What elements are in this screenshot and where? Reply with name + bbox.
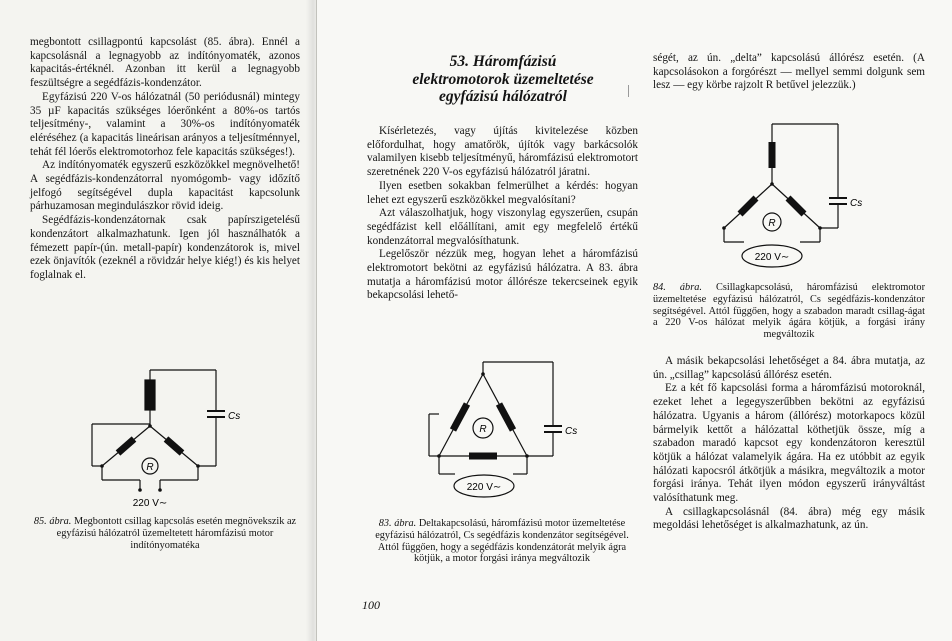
circuit-diagram-84 [710, 118, 875, 278]
caption-text: Megbontott csillag kapcsolás esetén megnövekszik az egyfázisú hálózatról üzemeltetett háromfázisú motor indítónyomatéka [56, 516, 297, 551]
paragraph: Legelőször nézzük meg, hogyan lehet a háromfázisú elektromotort bekötni az egyfázisú hálózatra. A 83. ábra mutatja a háromfázisú motor állórésze tekercseinek egyik bekapcsolási lehető- [367, 248, 638, 302]
paragraph: Ez a két fő kapcsolási forma a háromfázisú motoroknál, ezeket lehet a legegyszerűbben bekötni az egyfázisú hálózatra. Ugyanis a három (állórész) motorkapocs közül bármelyik kettőt a hálózattal köthetjük össze, míg a szabadon maradó kapcsot egy kondenzátoron keresztül kötjük a hálózat valamelyik ágára. Ha ez utóbbit az egyik hálózati kapocsról átkötjük a másikra, megváltozik a motor forgási iránya. Tehát ilyen módon egyszerű irányváltást valósíthatunk meg. [653, 382, 925, 505]
paragraph: A másik bekapcsolási lehetőséget a 84. ábra mutatja, az ún. „csillag” kapcsolású állórész esetén. [653, 355, 925, 381]
left-page [0, 0, 317, 641]
heading-line: 53. Háromfázisú [449, 53, 557, 70]
supply-label: 220 V∼ [754, 252, 790, 263]
left-text-column [30, 36, 300, 283]
figure-85-broken-star [88, 356, 258, 514]
paragraph: Segédfázis-kondenzátornak csak papírszigetelésű kondenzátort alkalmazhatunk. Igen jól használhatók a fémezett papír-(ún. metall-papír) kondenzátorok is, mivel ezek önjavítók (ezeknél a rövidzár helye kiég!) és kis helyet foglalnak el. [30, 214, 300, 281]
paragraph: Azt válaszolhatjuk, hogy viszonylag egyszerűen, csupán segédfázist kell előállítani, amit egy megfelelő értékű kondenzátorral megvalósíthatunk. [367, 207, 638, 247]
heading-line: egyfázisú hálózatról [439, 88, 567, 105]
chapter-heading [378, 53, 628, 106]
page-number: 100 [362, 598, 380, 612]
capacitor-label: Cs [565, 426, 578, 437]
paragraph: ségét, az ún. „delta” kapcsolású állórész esetén. (A kapcsolásokon a forgórészt — mellyel semmi dolgunk sem lesz — egy körbe rajzolt R betűvel jelezzük.) [653, 52, 925, 92]
figure-84-star [710, 118, 875, 278]
caption-83 [367, 518, 637, 565]
right-text-column-top [653, 52, 925, 93]
circuit-diagram-83 [425, 352, 585, 512]
supply-label: 220 V∼ [132, 498, 168, 509]
caption-number: 84. ábra. [653, 282, 702, 293]
capacitor-label: Cs [228, 411, 241, 422]
figure-83-delta [425, 352, 585, 512]
rotor-label: R [146, 462, 154, 473]
capacitor-label: Cs [850, 198, 863, 209]
heading-line: elektromotorok üzemeltetése [412, 70, 594, 88]
paragraph: megbontott csillagpontú kapcsolást (85. ábra). Ennél a kapcsolásnál a legnagyobb az indítónyomaték, azonos kapacitás-értéknél. Azonban itt kerül a legnagyobb feszültségre a segédfázis-kondenzátor. [30, 36, 300, 90]
paragraph: Ilyen esetben sokakban felmerülhet a kérdés: hogyan lehet ezt egyszerű eszközökkel megvalósítani? [367, 179, 638, 206]
paragraph: Kísérletezés, vagy újítás kivitelezése közben előfordulhat, hogy amatőrök, újítók vagy barkácsolók valamilyen kisebb teljesítményű, háromfázisú elektromotort szeretnének 220 V-os egyfázisú hálózatról járatni. [367, 125, 638, 179]
pencil-mark [628, 85, 629, 97]
caption-number: 85. ábra. [33, 516, 72, 527]
paragraph: Egyfázisú 220 V-os hálózatnál (50 periódusnál) mintegy 35 µF kapacitás szükséges lóerőnként a 80%-os tartós teljesítmény-, valamint a 30%-os indítónyomaték eléréséhez (a kapacitás lineárisan arányos a teljesítménnyel, tehát fél lóerős elektromotorhoz fele kapacitás szükséges!). [30, 90, 300, 158]
middle-text-column [367, 125, 638, 303]
paragraph: Az indítónyomaték egyszerű eszközökkel megnövelhető! A segédfázis-kondenzátorral nyomógomb- vagy időzítő jelfogó segítségével dupla kapacitást kapcsolunk párhuzamosan megindulászkor rövid ideig. [30, 159, 300, 213]
caption-text: Deltakapcsolású, háromfázisú motor üzemeltetése egyfázisú hálózatról, Cs segédfázis kondenzátor segítségével. Attól függően, hogy a segédfázis kondenzátorát melyik ágra kötjük, a motor forgási iránya megváltozik [375, 518, 629, 565]
paragraph: A csillagkapcsolásnál (84. ábra) még egy másik megoldási lehetőséget is alkalmazhatunk, az ún. [653, 505, 925, 532]
rotor-label: R [479, 424, 487, 435]
rotor-label: R [768, 218, 776, 229]
circuit-diagram-85 [88, 356, 258, 514]
caption-text: Csillagkapcsolású, háromfázisú elektromotor üzemeltetése egyfázisú hálózatról, Cs segédfázis-kondenzátor segítségével. Attól függően, hogy a szabadon maradt csillag-ágat a 220 V-os hálózat melyik ágára kötjük, a forgási irány megváltozik [653, 282, 925, 341]
right-text-column-bottom [653, 355, 925, 533]
supply-label: 220 V∼ [466, 482, 502, 493]
caption-85 [30, 516, 300, 551]
caption-84 [653, 282, 925, 341]
caption-number: 83. ábra. [378, 518, 417, 529]
